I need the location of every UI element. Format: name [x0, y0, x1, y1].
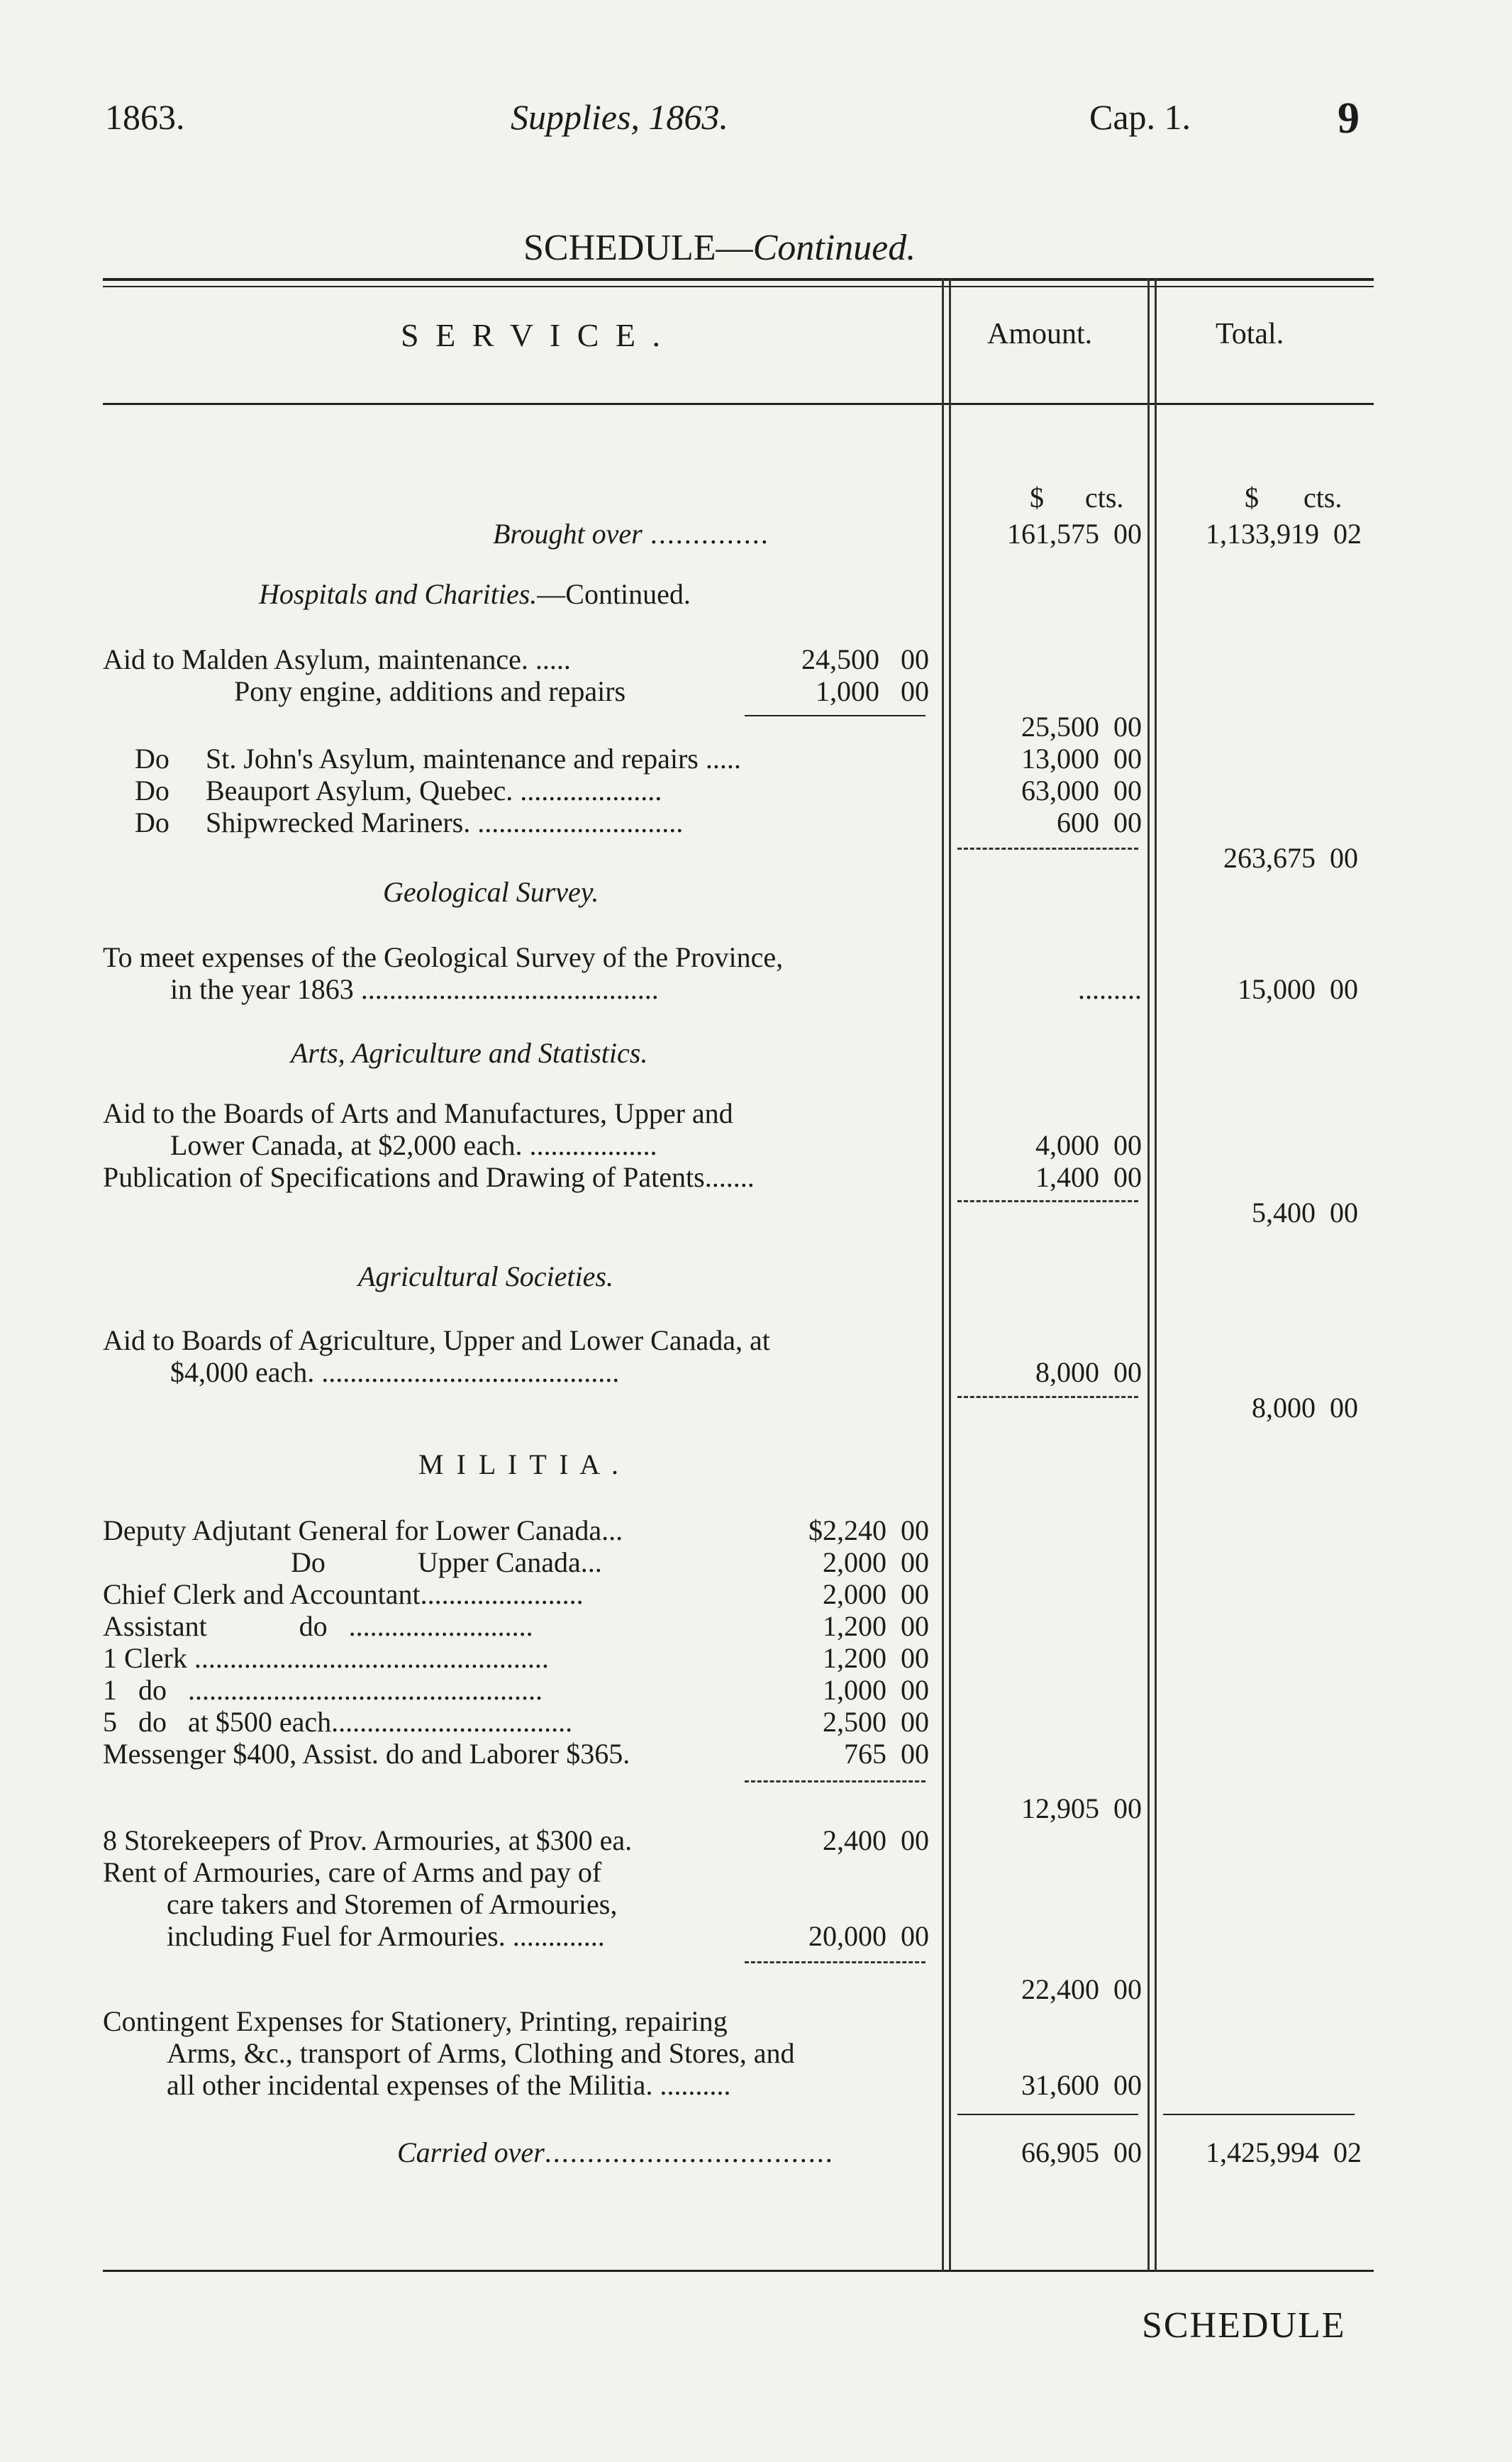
mariners-label: Shipwrecked Mariners. ............................. [206, 806, 684, 838]
page-year: 1863. [105, 97, 185, 137]
carried-over-amount: 66,905 00 [1021, 2136, 1142, 2168]
militia-row-label: Messenger $400, Assist. do and Laborer $365. [103, 1738, 630, 1770]
column-divider-1 [942, 278, 944, 2271]
rent-line-1: Rent of Armouries, care of Arms and pay of [103, 1856, 602, 1888]
rent-value: 20,000 00 [808, 1920, 929, 1952]
militia-subtotal-1: 12,905 00 [1021, 1792, 1142, 1824]
carried-over-rule-total [1163, 2114, 1355, 2115]
carried-over-total: 1,425,994 02 [1206, 2136, 1362, 2168]
militia-row-label: 5 do at $500 each.................................. [103, 1706, 573, 1738]
column-divider-2 [1147, 278, 1150, 2271]
running-title: Supplies, 1863. [511, 97, 728, 137]
geological-line-2: in the year 1863 .......................................... [170, 973, 659, 1005]
arts-boards-line-1: Aid to the Boards of Arts and Manufactures, Upper and [103, 1097, 733, 1129]
pony-value: 1,000 00 [816, 675, 929, 707]
agricultural-sum-rule [957, 1396, 1138, 1398]
arts-heading: Arts, Agriculture and Statistics. [291, 1037, 648, 1069]
brought-over-label: Brought over .............. [493, 518, 770, 550]
militia-row-value: 2,500 00 [823, 1706, 929, 1738]
militia-row-value: 765 00 [844, 1738, 929, 1770]
militia-row-label: Assistant do .......................... [103, 1610, 533, 1642]
catchword: SCHEDULE [1142, 2305, 1346, 2346]
militia-row-value: 1,000 00 [823, 1674, 929, 1706]
hospitals-sum-rule [957, 848, 1138, 850]
militia-row-value: 1,200 00 [823, 1610, 929, 1642]
militia-row-value: 1,200 00 [823, 1642, 929, 1674]
militia-sum-rule-1 [745, 1780, 925, 1782]
geological-line-1: To meet expenses of the Geological Survey of the Province, [103, 941, 784, 973]
militia-row-label: 1 do .................................................. [103, 1674, 543, 1706]
militia-heading: M I L I T I A . [418, 1448, 621, 1480]
agricultural-line-2: $4,000 each. .......................................... [170, 1356, 620, 1388]
beauport-label: Beauport Asylum, Quebec. .................... [206, 775, 662, 806]
beauport-amount: 63,000 00 [1021, 775, 1142, 806]
page-number: 9 [1338, 94, 1360, 143]
column-heading-total: Total. [1216, 318, 1284, 350]
schedule-title-main: SCHEDULE— [523, 228, 753, 268]
geological-heading: Geological Survey. [383, 876, 599, 908]
hospitals-total: 263,675 00 [1223, 842, 1358, 874]
storekeepers-label: 8 Storekeepers of Prov. Armouries, at $300 ea. [103, 1824, 633, 1856]
arts-total: 5,400 00 [1252, 1197, 1358, 1229]
arts-patents-amount: 1,400 00 [1035, 1161, 1142, 1193]
header-bottom-rule [103, 403, 1374, 405]
amount-cts-label: cts. [1085, 482, 1124, 514]
beauport-do: Do [135, 775, 169, 806]
arts-boards-line-2: Lower Canada, at $2,000 each. .................. [170, 1129, 657, 1161]
column-divider-1b [949, 278, 951, 2271]
militia-row-label: Do Upper Canada... [291, 1546, 602, 1578]
militia-row-value: 2,000 00 [823, 1578, 929, 1610]
stjohn-amount: 13,000 00 [1021, 743, 1142, 775]
militia-row-value: 2,000 00 [823, 1546, 929, 1578]
contingent-amount: 31,600 00 [1021, 2069, 1142, 2101]
agricultural-line-1: Aid to Boards of Agriculture, Upper and Lower Canada, at [103, 1324, 770, 1356]
storekeepers-value: 2,400 00 [823, 1824, 929, 1856]
stjohn-do: Do [135, 743, 169, 775]
arts-boards-amount: 4,000 00 [1035, 1129, 1142, 1161]
malden-subtotal: 25,500 00 [1021, 711, 1142, 743]
arts-patents-label: Publication of Specifications and Drawing of Patents....... [103, 1161, 755, 1193]
contingent-line-3: all other incidental expenses of the Militia. .......... [167, 2069, 731, 2101]
brought-over-amount: 161,575 00 [1007, 518, 1142, 550]
arts-sum-rule [957, 1200, 1138, 1202]
column-heading-service: S E R V I C E . [401, 317, 665, 353]
malden-value: 24,500 00 [801, 643, 929, 675]
militia-row-value: $2,240 00 [808, 1514, 929, 1546]
militia-row-label: Deputy Adjutant General for Lower Canada... [103, 1514, 623, 1546]
rent-line-3: including Fuel for Armouries. ............. [167, 1920, 605, 1952]
schedule-title-continued: Continued. [752, 228, 916, 268]
stjohn-label: St. John's Asylum, maintenance and repairs ..... [206, 743, 741, 775]
total-cts-label: cts. [1303, 482, 1343, 514]
schedule-title [505, 193, 916, 267]
mariners-amount: 600 00 [1057, 806, 1142, 838]
carried-over-label: Carried over.................................. [397, 2136, 834, 2168]
rent-line-2: care takers and Storemen of Armouries, [167, 1888, 618, 1920]
militia-sum-rule-2 [745, 1961, 925, 1963]
column-divider-2b [1155, 278, 1157, 2271]
table-top-rule [103, 278, 1374, 281]
pony-label: Pony engine, additions and repairs [234, 675, 626, 707]
contingent-line-2: Arms, &c., transport of Arms, Clothing and Stores, and [167, 2037, 795, 2069]
mariners-do: Do [135, 806, 169, 838]
agricultural-heading: Agricultural Societies. [358, 1260, 613, 1292]
table-top-rule-2 [103, 286, 1374, 287]
brought-over-total: 1,133,919 02 [1206, 518, 1362, 550]
geological-total: 15,000 00 [1238, 973, 1358, 1005]
column-heading-amount: Amount. [987, 318, 1093, 350]
militia-row-label: 1 Clerk .................................................. [103, 1642, 549, 1674]
hospitals-heading: Hospitals and Charities.—Continued. [259, 578, 691, 610]
agricultural-amount: 8,000 00 [1035, 1356, 1142, 1388]
agricultural-total: 8,000 00 [1252, 1392, 1358, 1424]
militia-row-label: Chief Clerk and Accountant....................... [103, 1578, 584, 1610]
malden-sum-rule [745, 715, 925, 716]
total-dollar-sign: $ [1245, 482, 1259, 514]
militia-subtotal-2: 22,400 00 [1021, 1973, 1142, 2005]
geological-amount-dots: ......... [1078, 973, 1142, 1005]
carried-over-rule-amount [957, 2114, 1138, 2115]
malden-label: Aid to Malden Asylum, maintenance. ..... [103, 643, 571, 675]
table-bottom-rule [103, 2270, 1374, 2272]
chapter-label: Cap. 1. [1089, 97, 1191, 137]
contingent-line-1: Contingent Expenses for Stationery, Printing, repairing [103, 2005, 728, 2037]
amount-dollar-sign: $ [1030, 482, 1044, 514]
